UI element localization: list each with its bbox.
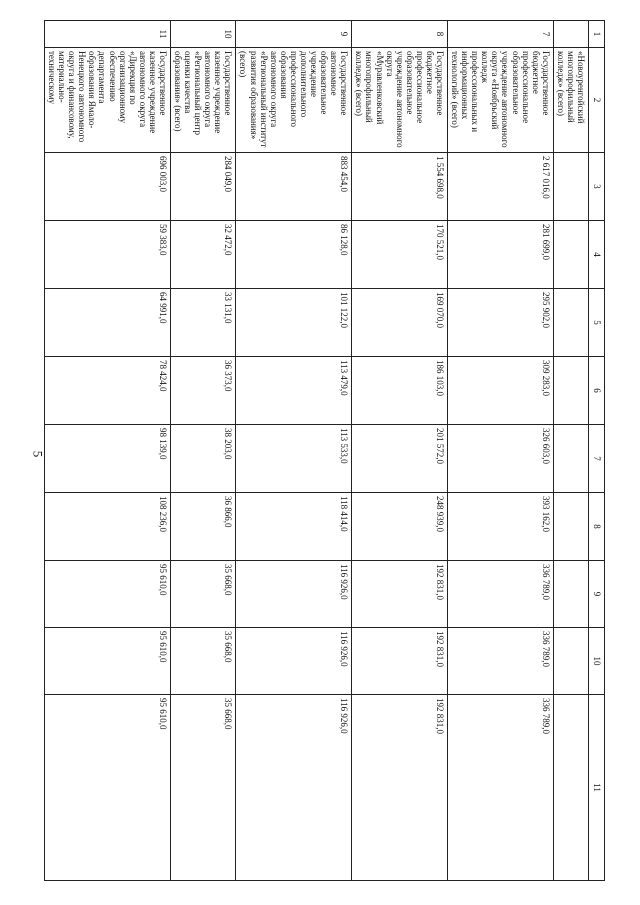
value-cell: 116 926,0 (236, 628, 352, 695)
table-row (352, 21, 448, 881)
table-row (170, 21, 235, 881)
value-cell: 883 454,0 (236, 153, 352, 221)
header-cell: 11 (589, 695, 605, 881)
row-number: 9 (236, 21, 352, 48)
value-cell: 326 603,0 (447, 425, 553, 493)
value-cell: 192 831,0 (352, 695, 448, 881)
value-cell: 336 789,0 (447, 628, 553, 695)
table-row (553, 21, 588, 881)
header-cell: 9 (589, 561, 605, 628)
value-cell (553, 628, 588, 695)
value-cell: 33 131,0 (170, 289, 235, 357)
budget-table (44, 20, 605, 881)
row-number: 11 (45, 21, 171, 48)
value-cell: 336 789,0 (447, 561, 553, 628)
value-cell: 95 610,0 (45, 628, 171, 695)
value-cell: 36 373,0 (170, 357, 235, 425)
value-cell: 113 533,0 (236, 425, 352, 493)
institution-name: Государственное бюджетное профессиональное образовательное учреждение автономного округа «Ноябрьский колледж профессиональных и информационных технологий» (всего) (447, 48, 553, 153)
value-cell: 201 572,0 (352, 425, 448, 493)
value-cell: 248 939,0 (352, 493, 448, 561)
value-cell: 192 831,0 (352, 561, 448, 628)
value-cell: 108 236,0 (45, 493, 171, 561)
value-cell: 59 383,0 (45, 221, 171, 289)
header-cell: 6 (589, 357, 605, 425)
value-cell: 95 610,0 (45, 695, 171, 881)
header-cell: 3 (589, 153, 605, 221)
value-cell: 38 203,0 (170, 425, 235, 493)
value-cell: 192 831,0 (352, 628, 448, 695)
header-cell: 8 (589, 493, 605, 561)
value-cell (553, 425, 588, 493)
value-cell: 35 668,0 (170, 695, 235, 881)
row-number: 8 (352, 21, 448, 48)
header-cell: 10 (589, 628, 605, 695)
table-row (236, 21, 352, 881)
value-cell: 118 414,0 (236, 493, 352, 561)
value-cell: 35 668,0 (170, 628, 235, 695)
row-number: 7 (447, 21, 553, 48)
value-cell: 35 668,0 (170, 561, 235, 628)
table-header-row (589, 21, 605, 881)
value-cell (553, 561, 588, 628)
value-cell: 336 789,0 (447, 695, 553, 881)
value-cell: 696 003,0 (45, 153, 171, 221)
institution-name: «Новоуренгойский многопрофильный колледж» (всего) (553, 48, 588, 153)
value-cell: 78 424,0 (45, 357, 171, 425)
value-cell (553, 695, 588, 881)
value-cell (553, 493, 588, 561)
institution-name: Государственное казенное учреждение автономного округа «Дирекция по организационному обеспечению департамента образования Ямало-Ненецкого автономного округа и финансовому, материально-техническому (45, 48, 171, 153)
header-cell: 2 (589, 48, 605, 153)
value-cell: 393 162,0 (447, 493, 553, 561)
value-cell (553, 221, 588, 289)
value-cell (553, 357, 588, 425)
page-number: 5 (30, 450, 46, 458)
value-cell: 284 049,0 (170, 153, 235, 221)
value-cell: 309 283,0 (447, 357, 553, 425)
value-cell: 95 610,0 (45, 561, 171, 628)
value-cell: 169 070,0 (352, 289, 448, 357)
value-cell: 170 521,0 (352, 221, 448, 289)
header-cell: 4 (589, 221, 605, 289)
value-cell: 64 991,0 (45, 289, 171, 357)
value-cell: 116 926,0 (236, 561, 352, 628)
value-cell: 2 617 016,0 (447, 153, 553, 221)
value-cell: 86 128,0 (236, 221, 352, 289)
value-cell: 101 122,0 (236, 289, 352, 357)
value-cell: 36 866,0 (170, 493, 235, 561)
value-cell: 116 926,0 (236, 695, 352, 881)
institution-name: Государственное казенное учреждение автономного округа «Региональный центр оценки качества образования» (всего) (170, 48, 235, 153)
value-cell: 186 103,0 (352, 357, 448, 425)
header-cell: 7 (589, 425, 605, 493)
row-number (553, 21, 588, 48)
table-row (45, 21, 171, 881)
value-cell (553, 153, 588, 221)
institution-name: Государственное автономное образовательное учреждение дополнительного профессионального образования автономного округа «Региональный институт развития образования» (всего) (236, 48, 352, 153)
value-cell: 98 139,0 (45, 425, 171, 493)
value-cell (553, 289, 588, 357)
table-row (447, 21, 553, 881)
value-cell: 295 902,0 (447, 289, 553, 357)
rotated-page-area (47, 20, 605, 880)
value-cell: 281 699,0 (447, 221, 553, 289)
value-cell: 113 479,0 (236, 357, 352, 425)
value-cell: 1 554 698,0 (352, 153, 448, 221)
institution-name: Государственное бюджетное профессиональное образовательное учреждение автономного округа «Муравленковский многопрофильный колледж» (всего) (352, 48, 448, 153)
header-cell: 1 (589, 21, 605, 48)
header-cell: 5 (589, 289, 605, 357)
row-number: 10 (170, 21, 235, 48)
value-cell: 32 472,0 (170, 221, 235, 289)
